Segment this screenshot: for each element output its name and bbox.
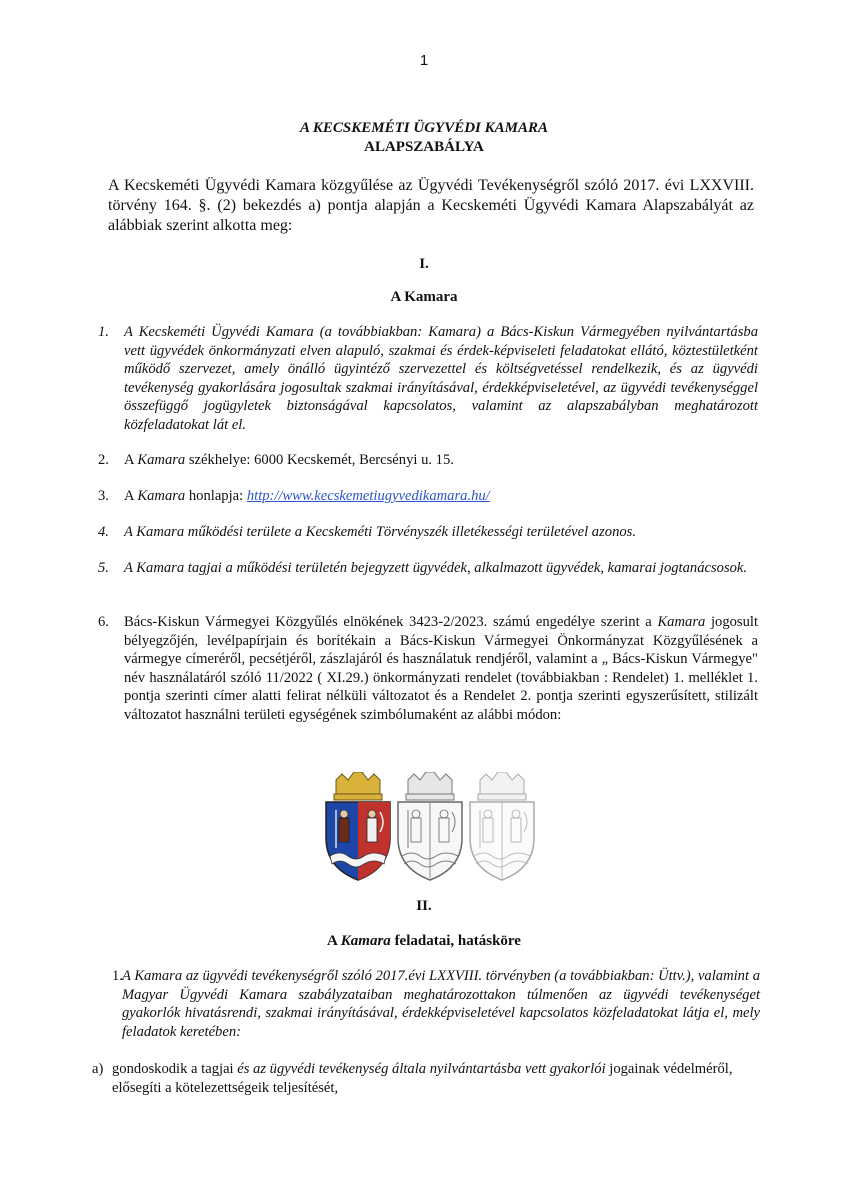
section-1-heading: A Kamara xyxy=(390,289,458,305)
list-item xyxy=(98,323,758,434)
coats-of-arms xyxy=(322,772,536,882)
page-number: 1 xyxy=(419,52,429,69)
coat-of-arms-light-icon xyxy=(466,772,538,882)
item-number: 1. xyxy=(112,968,123,984)
intro-paragraph: A Kecskeméti Ügyvédi Kamara közgyűlése az Ügyvédi Tevékenységről szóló 2017. évi LXXVIII. törvény 164. §. (2) bekezdés a) pontja alapján a Kecskeméti Ügyvédi Kamara Alapszabályát az alábbiak szerint alkotta meg: xyxy=(108,177,754,234)
item-text: gondoskodik a tagjai és az ügyvédi tevékenység általa nyilvántartásba vett gyakorlói jogainak védelméről, elősegíti a kötelezettségeik teljesítését, xyxy=(112,1061,733,1096)
document-title-line2: ALAPSZABÁLYA xyxy=(364,139,484,155)
item-number: 4. xyxy=(98,524,109,540)
item-text: Bács-Kiskun Vármegyei Közgyűlés elnökének 3423-2/2023. számú engedélye szerint a Kamara jogosult bélyegzőjén, levélpapírjain és borítékain a Bács-Kiskun Vármegyei Önkormányzat Közgyűlésének a vármegye címeréről, pecsétjéről, zászlajáról és használatuk rendjéről, valamint a „ Bács-Kiskun Vármegye" név használatáról szóló 11/2022 ( XI.29.) önkormányzati rendelet (továbbiakban : Rendelet) 1. melléklet 1. pontja szerinti címer alatti felirat nélküli változatot és a Rendelet 2. pontja szerinti egyszerűsített, stilizált változatot használni területi egységének szimbólumaként az alábbi módon: xyxy=(124,614,758,723)
website-link[interactable]: http://www.kecskemetiugyvedikamara.hu/ xyxy=(246,488,490,504)
item-number: a) xyxy=(92,1061,104,1077)
list-item xyxy=(98,559,758,578)
section-2-numeral: II. xyxy=(416,898,432,914)
section-1-numeral: I. xyxy=(419,256,429,272)
item-number: 2. xyxy=(98,452,109,468)
item-text: A Kamara működési területe a Kecskeméti Törvényszék illetékességi területével azonos. xyxy=(124,524,636,540)
item-text: A Kamara honlapja: http://www.kecskemetiugyvedikamara.hu/ xyxy=(124,488,490,504)
list-item xyxy=(92,1060,758,1098)
item-number: 6. xyxy=(98,614,109,630)
list-item xyxy=(98,613,758,724)
coat-of-arms-color-icon xyxy=(322,772,394,882)
list-item xyxy=(98,523,758,542)
item-number: 1. xyxy=(98,324,109,340)
item-number: 5. xyxy=(98,560,109,576)
list-item xyxy=(112,967,760,1041)
item-text: A Kamara az ügyvédi tevékenységről szóló 2017.évi LXXVIII. törvényben (a továbbiakban: Üttv.), valamint a Magyar Ügyvédi Kamara szabályzataiban meghatározottakon túlmenően az ügyvédi tevékenységet gyakorlók hivatásrendi, szakmai irányításával, érdekképviseletével kapcsolatos közfeladatokat látja el, mely feladatok keretében: xyxy=(122,968,760,1040)
section-2-heading: A Kamara feladatai, hatásköre xyxy=(327,933,521,949)
document-title-line1: A KECSKEMÉTI ÜGYVÉDI KAMARA xyxy=(299,120,548,136)
list-item xyxy=(98,487,758,506)
item-number: 3. xyxy=(98,488,109,504)
item-text: A Kamara tagjai a működési területén bejegyzett ügyvédek, alkalmazott ügyvédek, kamarai jogtanácsosok. xyxy=(124,560,748,576)
item-text: A Kecskeméti Ügyvédi Kamara (a továbbiakban: Kamara) a Bács-Kiskun Vármegyében nyilvántartásba vett ügyvédek önkormányzati elven alapuló, szakmai és érdek-képviseleti feladatokat ellátó, köztestületként működő szervezet, amely önálló ügyintéző szervezettel és költségvetéssel rendelkezik, és az ügyvédi tevékenység gyakorlására jogosultak szakmai irányításával, érdekképviseletével, az ügyvédi tevékenységgel összefüggő jogügyletek biztonságával kapcsolatos, valamint az alapszabályban meghatározott közfeladatokat lát el. xyxy=(124,324,758,433)
list-item xyxy=(98,451,758,470)
item-text: A Kamara székhelye: 6000 Kecskemét, Bercsényi u. 15. xyxy=(124,452,454,468)
coat-of-arms-grey-icon xyxy=(394,772,466,882)
